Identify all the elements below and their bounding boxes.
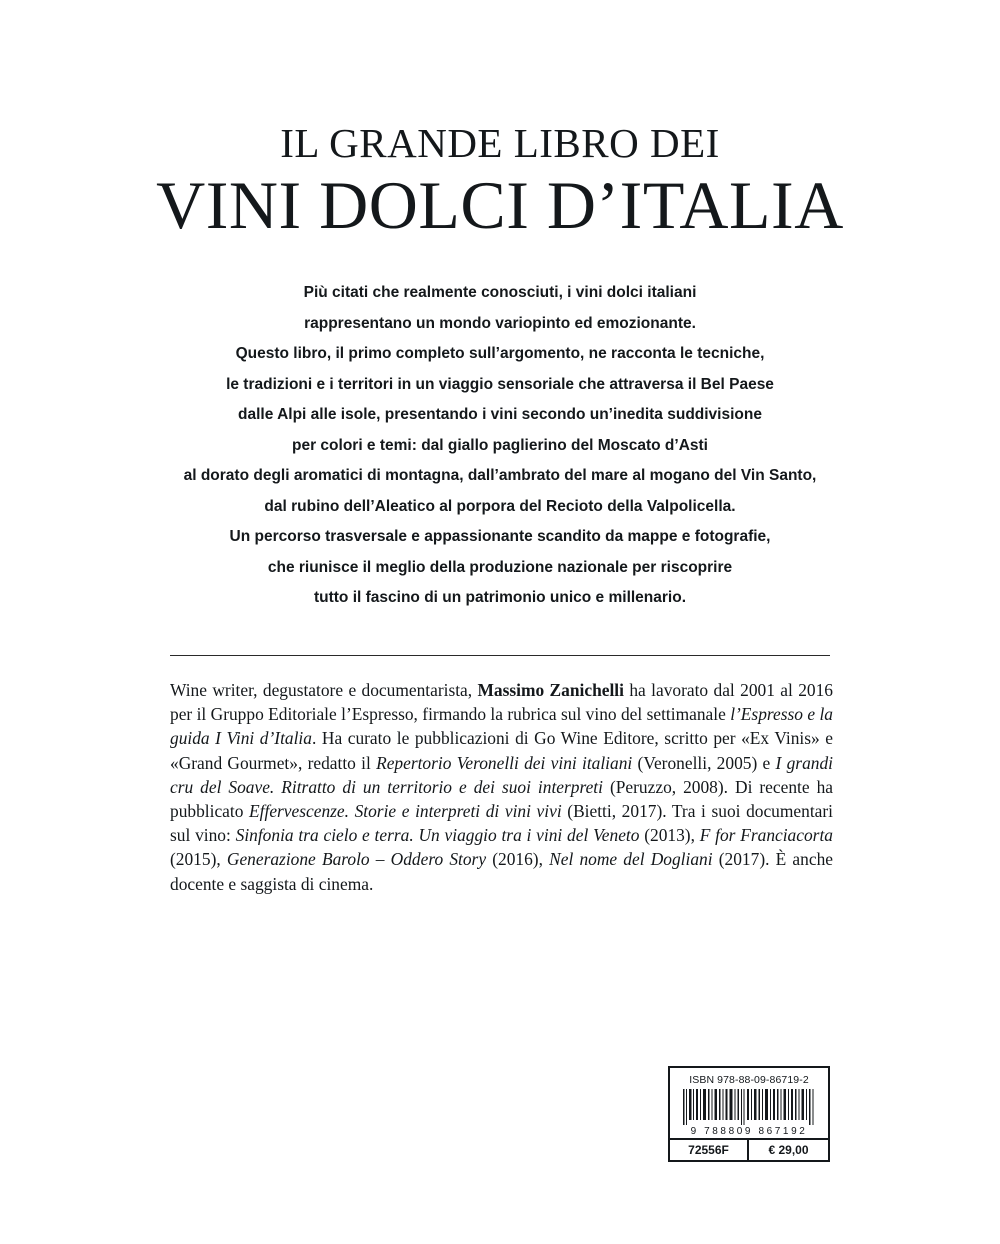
cover-blurb [100,278,900,614]
bio-text: Wine writer, degustatore e documentarista, Massimo Zanichelli ha lavorato dal 2001 al 2016 per il Gruppo Editoriale l’Espresso, firmando la rubrica sul vino del settimanale l’Espresso e la guida I Vini d’Italia. Ha curato le pubblicazioni di Go Wine Editore, scritto per «Ex Vinis» e «Grand Gourmet», redatto il Repertorio Veronelli dei vini italiani (Veronelli, 2005) e I grandi cru del Soave. Ritratto di un territorio e dei suoi interpreti (Peruzzo, 2008). Di recente ha pubblicato Effervescenze. Storie e interpreti di vini vivi (Bietti, 2017). Tra i suoi documentari sul vino: Sinfonia tra cielo e terra. Un viaggio tra i vini del Veneto (2013), F for Franciacorta (2015), Generazione Barolo – Oddero Story (2016), Nel nome del Dogliani (2017). È anche docente e saggista di cinema. [170,680,834,894]
blurb-line: le tradizioni e i territori in un viaggio sensoriale che attraversa il Bel Paese [226,375,774,393]
blurb-line: per colori e temi: dal giallo paglierino del Moscato d’Asti [292,436,708,454]
price-label: € 29,00 [768,1143,809,1157]
blurb-line: Un percorso trasversale e appassionante scandito da mappe e fotografie, [229,528,771,545]
isbn-label: ISBN 978-88-09-86719-2 [689,1074,809,1086]
blurb-line: al dorato degli aromatici di montagna, dall’ambrato del mare al mogano del Vin Santo, [183,467,817,484]
divider [170,655,830,656]
blurb-line: rappresentano un mondo variopinto ed emozionante. [304,314,696,332]
barcode-icon [683,1089,815,1125]
product-code: 72556F [670,1140,749,1160]
author-bio [170,678,833,896]
blurb-line: tutto il fascino di un patrimonio unico e millenario. [313,589,686,606]
isbn-footer [670,1138,828,1160]
title-line-one: IL GRANDE LIBRO DEI [280,120,720,166]
title-line-two: VINI DOLCI D’ITALIA [156,167,844,244]
blurb-line: che riunisce il meglio della produzione nazionale per riscoprire [267,558,733,576]
blurb-line: Più citati che realmente conosciuti, i vini dolci italiani [303,284,697,301]
blurb-line: dalle Alpi alle isole, presentando i vini secondo un’inedita suddivisione [238,406,762,423]
blurb-line: Questo libro, il primo completo sull’argomento, ne racconta le tecniche, [235,345,765,362]
barcode-digits: 9 788809 867192 [690,1126,808,1137]
blurb-line: dal rubino dell’Aleatico al porpora del Recioto della Valpolicella. [264,497,736,515]
cover-title [0,122,1000,242]
isbn-barcode-block [668,1066,830,1162]
